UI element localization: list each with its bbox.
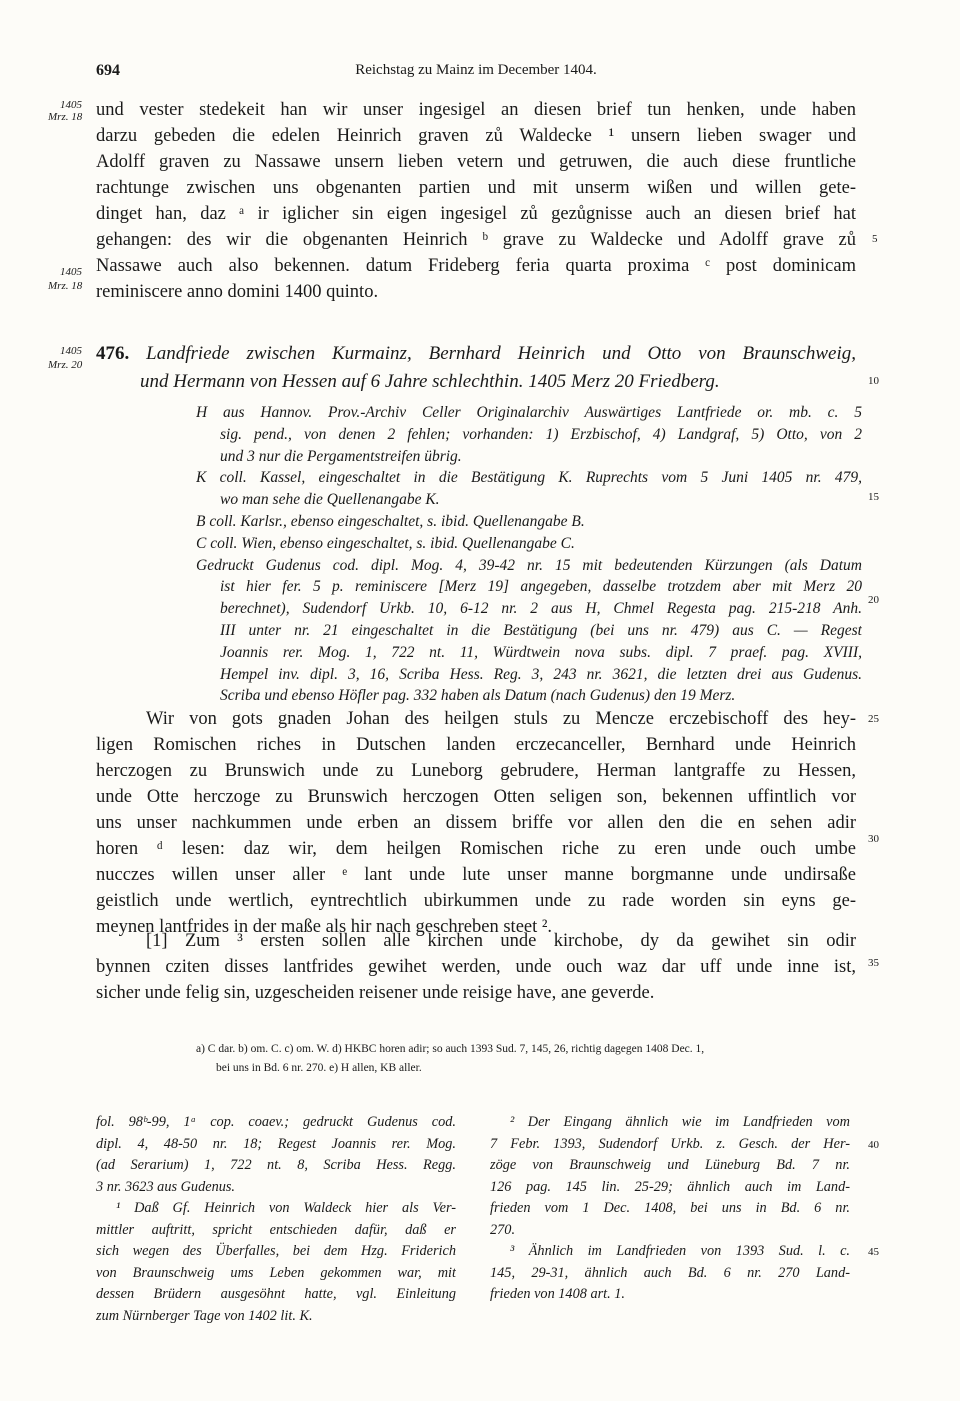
footnote-line: mittler auftritt, spricht entschieden dafür, daß er bbox=[96, 1221, 456, 1238]
source-line: sig. pend., von denen 2 fehlen; vorhanden: 1) Erzbischof, 4) Landgraf, 5) Otto, von 2 bbox=[220, 425, 862, 443]
source-line: K coll. Kassel, eingeschaltet in die Bestätigung K. Ruprechts vom 5 Juni 1405 nr. 479, bbox=[196, 469, 862, 487]
text-line: reminiscere anno domini 1400 quinto. bbox=[96, 282, 379, 302]
source-line: Scriba und ebenso Höfler pag. 332 haben als Datum (nach Gudenus) den 19 Merz. bbox=[220, 687, 736, 705]
footnote-line: frieden von 1408 art. 1. bbox=[490, 1286, 626, 1302]
footnote-line: sich wegen des Überfalles, bei dem Hzg. Friderich bbox=[96, 1243, 456, 1259]
text-line: unde Otte herczoge zu Brunswich herczogen Otten seligen son, bekennen uffintlich vor bbox=[96, 787, 856, 807]
footnote-line: (ad Serarium) 1, 722 nt. 8, Scriba Hess. Regg. bbox=[96, 1157, 456, 1173]
document-title-line: und Hermann von Hessen auf 6 Jahre schlechthin. 1405 Merz 20 Friedberg. bbox=[140, 371, 720, 392]
footnote-line: ² Der Eingang ähnlich wie im Landfrieden vom bbox=[510, 1114, 850, 1130]
line-number: 5 bbox=[872, 233, 878, 245]
text-line: Nassawe auch also bekennen. datum Frideberg feria quarta proxima ᶜ post dominicam bbox=[96, 256, 856, 276]
line-number: 25 bbox=[868, 713, 879, 725]
text-line: sicher unde felig sin, uzgescheiden reisener unde reisige have, ane geverde. bbox=[96, 983, 655, 1003]
running-title: Reichstag zu Mainz im December 1404. bbox=[355, 62, 597, 78]
text-line: uns unser nachkummen unde erben an dissem briffe vor allen den die en sehen adir bbox=[96, 813, 856, 833]
footnote-line: 3 nr. 3623 aus Gudenus. bbox=[96, 1178, 236, 1195]
footnote-line: frieden vom 1 Dec. 1408, bei uns in Bd. 6 nr. bbox=[490, 1200, 850, 1216]
document-text bbox=[96, 706, 856, 940]
source-line: berechnet), Sudendorf Urkb. 10, 6-12 nr. 2 aus H, Chmel Regesta pag. 215-218 Anh. bbox=[220, 600, 862, 618]
document-heading bbox=[96, 340, 856, 396]
article-1 bbox=[96, 928, 856, 1006]
footnote-line: zum Nürnberger Tage von 1402 lit. K. bbox=[96, 1307, 313, 1324]
source-line: Joannis rer. Mog. 1, 722 nt. 11, Würdtwein nova subs. dipl. 7 praef. pag. XVIII, bbox=[220, 643, 862, 661]
apparatus-line: a) C dar. b) om. C. c) om. W. d) HKBC horen adir; so auch 1393 Sud. 7, 145, 26, richtig dagegen 1408 Dec. 1, bbox=[196, 1043, 705, 1055]
source-line: wo man sehe die Quellenangabe K. bbox=[220, 491, 440, 509]
text-line: und vester stedekeit han wir unser ingesigel an diesen brief tun henken, unde haben bbox=[96, 100, 856, 120]
text-line: ligen Romischen riches in Dutschen landen erczecanceller, Bernhard unde Heinrich bbox=[96, 735, 856, 755]
line-number: 40 bbox=[868, 1139, 879, 1151]
text-line: nucczes willen unser aller ᵉ lant unde lute unser manne borgmanne unde undirsaße bbox=[96, 865, 856, 885]
text-line: Wir von gots gnaden Johan des heilgen stuls zu Mencze erczebischoff des hey- bbox=[146, 709, 856, 729]
text-line: rachtunge zwischen uns obgenanten partien und mit unserm wißen und willen gete- bbox=[96, 178, 856, 198]
text-line: [1] Zum ³ ersten sollen alle kirchen unde kirchobe, dy da gewihet sin odir bbox=[146, 931, 856, 951]
text-line: geistlich unde wertlich, eyntrechtlich ubirkummen unde zu rade worden sin eyns ge- bbox=[96, 891, 856, 911]
line-number: 10 bbox=[868, 375, 879, 387]
footnote-line: 270. bbox=[490, 1221, 516, 1238]
footnotes-right bbox=[490, 1112, 850, 1306]
text-line: herczogen zu Brunswich unde zu Luneborg gebrudere, Herman lantgraffe zu Hessen, bbox=[96, 761, 856, 781]
line-number: 30 bbox=[868, 833, 879, 845]
footnote-line: zöge von Braunschweig und Lüneburg Bd. 7 nr. bbox=[490, 1157, 850, 1173]
critical-apparatus bbox=[196, 1040, 836, 1078]
footnote-line: dipl. 4, 48-50 nr. 18; Regest Joannis rer. Mog. bbox=[96, 1135, 456, 1152]
source-line: III unter nr. 21 eingeschaltet in die Bestätigung (bei uns nr. 479) aus C. — Regest bbox=[220, 621, 862, 639]
page-header bbox=[96, 62, 856, 86]
source-description bbox=[196, 402, 862, 707]
text-line: darzu gebeden die edelen Heinrich graven zů Waldecke ¹ unsern lieben swager und bbox=[96, 126, 856, 146]
footnote-line: 7 Febr. 1393, Sudendorf Urkb. z. Gesch. der Her- bbox=[490, 1135, 850, 1152]
text-line: dinget han, daz ᵃ ir iglicher sin eigen ingesigel zů gezůgnisse auch an diesen brief hat bbox=[96, 204, 856, 224]
footnote-line: 126 pag. 145 lin. 25-29; ähnlich auch im Land- bbox=[490, 1178, 850, 1195]
source-line: C coll. Wien, ebenso eingeschaltet, s. ibid. Quellenangabe C. bbox=[196, 534, 575, 552]
source-line: Hempel inv. dipl. 3, 16, Scriba Hess. Reg. 3, 243 nr. 3621, die letzten drei aus Gudenus. bbox=[220, 665, 862, 683]
footnote-line: von Braunschweig ums Leben gekommen war, mit bbox=[96, 1264, 456, 1281]
margin-year: 1405 bbox=[60, 99, 82, 111]
line-number: 20 bbox=[868, 594, 879, 606]
source-line: B coll. Karlsr., ebenso eingeschaltet, s. ibid. Quellenangabe B. bbox=[196, 512, 585, 530]
continuation-text bbox=[96, 97, 856, 305]
margin-date: Mrz. 18 bbox=[48, 280, 83, 292]
source-line: und 3 nur die Pergamentstreifen übrig. bbox=[220, 447, 462, 465]
line-number: 35 bbox=[868, 957, 879, 969]
line-number: 15 bbox=[868, 491, 879, 503]
footnote-line: ³ Ähnlich im Landfrieden von 1393 Sud. l. c. bbox=[510, 1243, 850, 1259]
source-line: ist hier fer. 5 p. reminiscere [Merz 19] angegeben, dasselbe trotzdem aber mit Merz 20 bbox=[220, 578, 862, 596]
margin-year: 1405 bbox=[60, 345, 82, 357]
text-line: gehangen: des wir die obgenanten Heinrich ᵇ grave zu Waldecke und Adolff grave zů bbox=[96, 230, 856, 250]
line-number: 45 bbox=[868, 1246, 879, 1258]
apparatus-line: bei uns in Bd. 6 nr. 270. e) H allen, KB aller. bbox=[216, 1062, 422, 1074]
text-line: bynnen cziten disses lantfrides gewihet werden, unde ouch waz dar uff unde inne ist, bbox=[96, 957, 856, 977]
footnotes-left bbox=[96, 1112, 456, 1327]
margin-date: Mrz. 20 bbox=[48, 359, 83, 371]
source-line: H aus Hannov. Prov.-Archiv Celler Originalarchiv Auswärtiges Lantfriede or. mb. c. 5 bbox=[196, 404, 862, 421]
document-number: 476. bbox=[96, 343, 130, 364]
document-title-line: Landfriede zwischen Kurmainz, Bernhard Heinrich und Otto von Braunschweig, bbox=[146, 343, 856, 364]
footnote-line: ¹ Daß Gf. Heinrich von Waldeck hier als Ver- bbox=[116, 1200, 456, 1216]
footnote-line: dessen Brüdern ausgesöhnt hatte, vgl. Einleitung bbox=[96, 1286, 456, 1302]
margin-year: 1405 bbox=[60, 266, 82, 278]
source-line: Gedruckt Gudenus cod. dipl. Mog. 4, 39-42 nr. 15 mit bedeutenden Kürzungen (als Datum bbox=[196, 556, 862, 574]
text-line: meynen lantfrides in der maße als hir nach geschreben steet ². bbox=[96, 917, 553, 937]
footnote-line: 145, 29-31, ähnlich auch Bd. 6 nr. 270 Land- bbox=[490, 1264, 850, 1281]
margin-date: Mrz. 18 bbox=[48, 111, 83, 123]
text-line: Adolff graven zu Nassawe unsern lieben vetern und getruwen, die auch diese fruntliche bbox=[96, 152, 856, 172]
text-line: horen ᵈ lesen: daz wir, dem heilgen Romischen riche zu eren unde ouch umbe bbox=[96, 839, 856, 859]
footnote-line: fol. 98ᵇ-99, 1ᵃ cop. coaev.; gedruckt Gudenus cod. bbox=[96, 1114, 456, 1130]
page-number: 694 bbox=[96, 62, 120, 79]
